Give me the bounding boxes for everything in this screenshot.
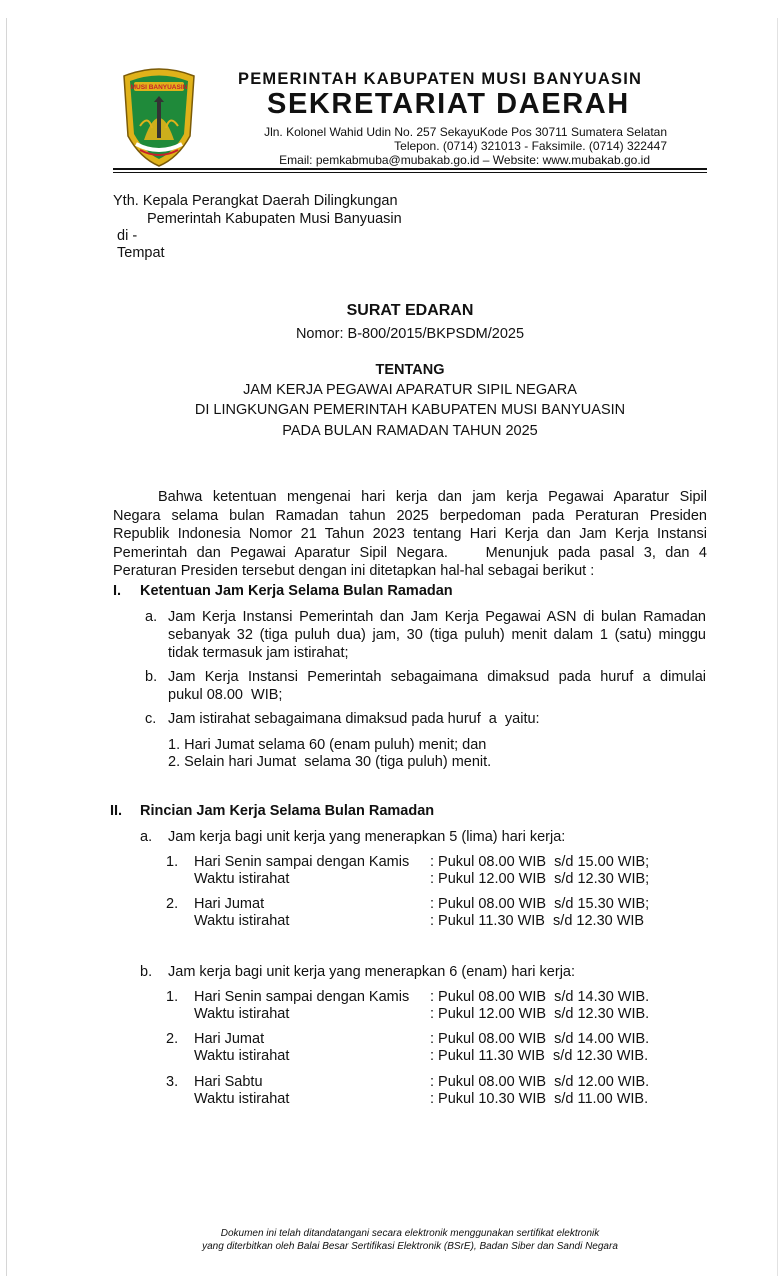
document-number: Nomor: B-800/2015/BKPSDM/2025 bbox=[295, 326, 525, 342]
schedule6-row1-day: Hari Senin sampai dengan Kamis bbox=[194, 989, 410, 1005]
document-title: SURAT EDARAN bbox=[346, 302, 474, 319]
schedule6-row3-rest-time: : Pukul 10.30 WIB s/d 11.00 WIB. bbox=[430, 1091, 649, 1107]
schedule6-row2-day: Hari Jumat bbox=[194, 1031, 265, 1047]
letterhead-office: SEKRETARIAT DAERAH bbox=[267, 88, 630, 120]
schedule6-row3-day: Hari Sabtu bbox=[194, 1074, 263, 1090]
schedule6-row2-time: : Pukul 08.00 WIB s/d 14.00 WIB. bbox=[430, 1031, 650, 1047]
recipient-line3: di - bbox=[117, 228, 138, 244]
section1-a-text bbox=[168, 608, 706, 662]
section2-number: II. bbox=[110, 803, 123, 819]
section1-title: Ketentuan Jam Kerja Selama Bulan Ramadan bbox=[140, 583, 453, 599]
section1-b-mark: b. bbox=[145, 669, 158, 685]
schedule6-row2-number: 2. bbox=[166, 1031, 179, 1047]
intro-line1: Bahwa ketentuan mengenai hari kerja dan jam kerja Pegawai Aparatur Sipil bbox=[158, 489, 707, 505]
schedule6-row1-rest: Waktu istirahat bbox=[194, 1006, 290, 1022]
schedule5-row1-rest-time: : Pukul 12.00 WIB s/d 12.30 WIB; bbox=[430, 871, 650, 887]
schedule5-row1-day: Hari Senin sampai dengan Kamis bbox=[194, 854, 410, 870]
intro-line2: Negara selama bulan Ramadan tahun 2025 berpedoman pada Peraturan Presiden bbox=[113, 507, 707, 524]
subject-line1: JAM KERJA PEGAWAI APARATUR SIPIL NEGARA bbox=[243, 382, 577, 398]
subject-line3: PADA BULAN RAMADAN TAHUN 2025 bbox=[282, 423, 538, 439]
schedule6-row3-number: 3. bbox=[166, 1074, 179, 1090]
section1-a-line1: Jam Kerja Instansi Pemerintah dan Jam Kerja Pegawai ASN di bulan Ramadan bbox=[168, 609, 706, 625]
intro-line4: Pemerintah dan Pegawai Aparatur Sipil Negara. Menunjuk pada pasal 3, dan 4 bbox=[113, 544, 707, 561]
schedule5-row1-number: 1. bbox=[166, 854, 179, 870]
schedule5-row2-time: : Pukul 08.00 WIB s/d 15.30 WIB; bbox=[430, 896, 650, 912]
letterhead-phone: Telepon. (0714) 321013 - Faksimile. (0714) 322447 bbox=[394, 139, 667, 153]
schedule6-row3-time: : Pukul 08.00 WIB s/d 12.00 WIB. bbox=[430, 1074, 650, 1090]
schedule6-row3-rest: Waktu istirahat bbox=[194, 1091, 290, 1107]
regency-emblem-logo bbox=[118, 66, 200, 168]
schedule6-row1-time: : Pukul 08.00 WIB s/d 14.30 WIB. bbox=[430, 989, 650, 1005]
subject-line2: DI LINGKUNGAN PEMERINTAH KABUPATEN MUSI BANYUASIN bbox=[194, 402, 626, 418]
schedule6-row1-number: 1. bbox=[166, 989, 179, 1005]
esign-footer bbox=[110, 1227, 710, 1253]
about-label: TENTANG bbox=[375, 362, 445, 378]
section1-a-line2: sebanyak 32 (tiga puluh dua) jam, 30 (tiga puluh) menit dalam 1 (satu) minggu bbox=[168, 627, 706, 643]
schedule6-row2-rest-time: : Pukul 11.30 WIB s/d 12.30 WIB. bbox=[430, 1048, 649, 1064]
schedule5-row2-rest: Waktu istirahat bbox=[194, 913, 290, 929]
intro-line5: Peraturan Presiden tersebut dengan ini ditetapkan hal-hal sebagai berikut : bbox=[113, 563, 595, 579]
section2-a-text: Jam kerja bagi unit kerja yang menerapkan 5 (lima) hari kerja: bbox=[168, 829, 566, 845]
section1-c-mark: c. bbox=[145, 711, 157, 727]
section1-c-sub2: 2. Selain hari Jumat selama 30 (tiga puluh) menit. bbox=[168, 754, 492, 770]
recipient-line2: Pemerintah Kabupaten Musi Banyuasin bbox=[147, 211, 402, 227]
section1-b-text bbox=[168, 668, 706, 704]
schedule5-row1-rest: Waktu istirahat bbox=[194, 871, 290, 887]
esign-footer-line1: Dokumen ini telah ditandatangani secara elektronik menggunakan sertifikat elektronik bbox=[220, 1228, 600, 1239]
section2-a-mark: a. bbox=[140, 829, 153, 845]
recipient-line1: Yth. Kepala Perangkat Daerah Dilingkungan bbox=[113, 193, 398, 209]
letterhead-rule-thin bbox=[113, 172, 707, 173]
section2-b-mark: b. bbox=[140, 964, 153, 980]
letterhead-rule-thick bbox=[113, 168, 707, 170]
schedule5-row2-rest-time: : Pukul 11.30 WIB s/d 12.30 WIB bbox=[430, 913, 645, 929]
intro-paragraph bbox=[113, 488, 707, 581]
section1-a-line3: tidak termasuk jam istirahat; bbox=[168, 645, 349, 661]
letterhead-address: Jln. Kolonel Wahid Udin No. 257 SekayuKode Pos 30711 Sumatera Selatan bbox=[264, 125, 667, 139]
schedule5-row2-number: 2. bbox=[166, 896, 179, 912]
section1-c-line1: Jam istirahat sebagaimana dimaksud pada huruf a yaitu: bbox=[168, 711, 540, 727]
schedule5-row1-time: : Pukul 08.00 WIB s/d 15.00 WIB; bbox=[430, 854, 650, 870]
letterhead-government: PEMERINTAH KABUPATEN MUSI BANYUASIN bbox=[238, 70, 643, 88]
schedule5-row2-day: Hari Jumat bbox=[194, 896, 265, 912]
logo-text: MUSI BANYUASIN bbox=[130, 84, 188, 91]
schedule6-row1-rest-time: : Pukul 12.00 WIB s/d 12.30 WIB. bbox=[430, 1006, 650, 1022]
section1-b-line1: Jam Kerja Instansi Pemerintah sebagaimana dimaksud pada huruf a dimulai bbox=[168, 669, 706, 685]
esign-footer-line2: yang diterbitkan oleh Balai Besar Sertifikasi Elektronik (BSrE), Badan Siber dan Sandi Negara bbox=[202, 1241, 618, 1252]
recipient-line4: Tempat bbox=[117, 245, 165, 261]
section2-b-text: Jam kerja bagi unit kerja yang menerapkan 6 (enam) hari kerja: bbox=[168, 964, 576, 980]
section2-title: Rincian Jam Kerja Selama Bulan Ramadan bbox=[140, 803, 435, 819]
section1-number: I. bbox=[113, 583, 122, 599]
schedule6-row2-rest: Waktu istirahat bbox=[194, 1048, 290, 1064]
section1-c-sub1: 1. Hari Jumat selama 60 (enam puluh) menit; dan bbox=[168, 737, 487, 753]
section1-b-line2: pukul 08.00 WIB; bbox=[168, 687, 283, 703]
letterhead-contact: Email: pemkabmuba@mubakab.go.id – Website: www.mubakab.go.id bbox=[279, 153, 650, 167]
section1-a-mark: a. bbox=[145, 609, 158, 625]
intro-line3: Republik Indonesia Nomor 21 Tahun 2023 tentang Hari Kerja dan Jam Kerja Instansi bbox=[113, 526, 707, 542]
